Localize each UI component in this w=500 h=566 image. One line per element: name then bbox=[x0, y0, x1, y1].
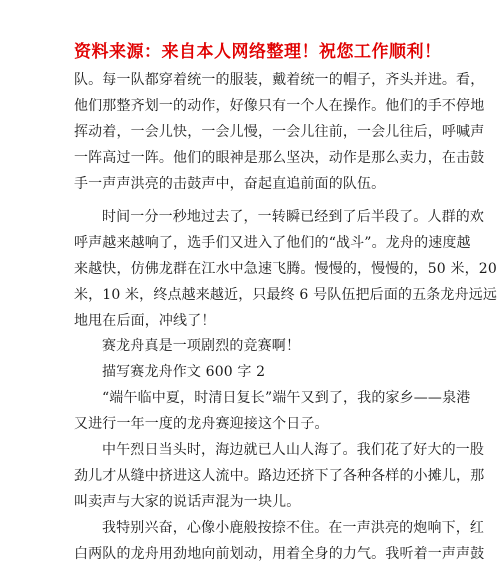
paragraph-line: 中午烈日当头时，海边就已人山人海了。我们花了好大的一股 bbox=[102, 442, 485, 458]
paragraph-line: 呼声越来越响了，选手们又进入了他们的“战斗”。龙舟的速度越 bbox=[74, 235, 471, 251]
paragraph-line: 挥动着，一会儿快，一会儿慢，一会儿往前，一会儿往后，呼喊声 bbox=[74, 124, 485, 140]
paragraph-line: 赛龙舟真是一项剧烈的竞赛啊！ bbox=[102, 338, 301, 354]
paragraph-line: 地甩在后面，冲线了！ bbox=[74, 313, 216, 329]
paragraph-line: 米，10 米，终点越来越近，只最终 6 号队伍把后面的五条龙舟远远 bbox=[74, 287, 498, 303]
paragraph-line: 队。每一队都穿着统一的服装，戴着统一的帽子，齐头并进。看， bbox=[74, 72, 485, 88]
paragraph-line: 一阵高过一阵。他们的眼神是那么坚决，动作是那么卖力，在击鼓 bbox=[74, 150, 485, 166]
paragraph-line: 我特别兴奋，心像小鹿般按捺不住。在一声洪亮的炮响下，红 bbox=[102, 520, 485, 536]
essay-subtitle: 描写赛龙舟作文 600 字 2 bbox=[102, 364, 266, 380]
paragraph-line: 来越快，仿佛龙群在江水中急速飞腾。慢慢的，慢慢的，50 米，20 bbox=[74, 261, 497, 277]
paragraph-line: 劲儿才从缝中挤进这人流中。路边还挤下了各种各样的小摊儿，那 bbox=[74, 468, 485, 484]
paragraph-line: 又进行一年一度的龙舟赛迎接这个日子。 bbox=[74, 416, 329, 432]
paragraph-line: 白两队的龙舟用劲地向前划动，用着全身的力气。我听着一声声鼓 bbox=[74, 546, 485, 562]
source-banner: 资料来源：来自本人网络整理！祝您工作顺利！ bbox=[74, 42, 442, 62]
paragraph-line: 时间一分一秒地过去了，一转瞬已经到了后半段了。人群的欢 bbox=[102, 209, 485, 225]
paragraph-line: 他们那整齐划一的动作，好像只有一个人在操作。他们的手不停地 bbox=[74, 98, 485, 114]
paragraph-line: 叫卖声与大家的说话声混为一块儿。 bbox=[74, 494, 301, 510]
paragraph-line: “端午临中夏，时清日复长”端午又到了，我的家乡——泉港 bbox=[102, 390, 471, 406]
paragraph-line: 手一声声洪亮的击鼓声中，奋起直追前面的队伍。 bbox=[74, 176, 386, 192]
